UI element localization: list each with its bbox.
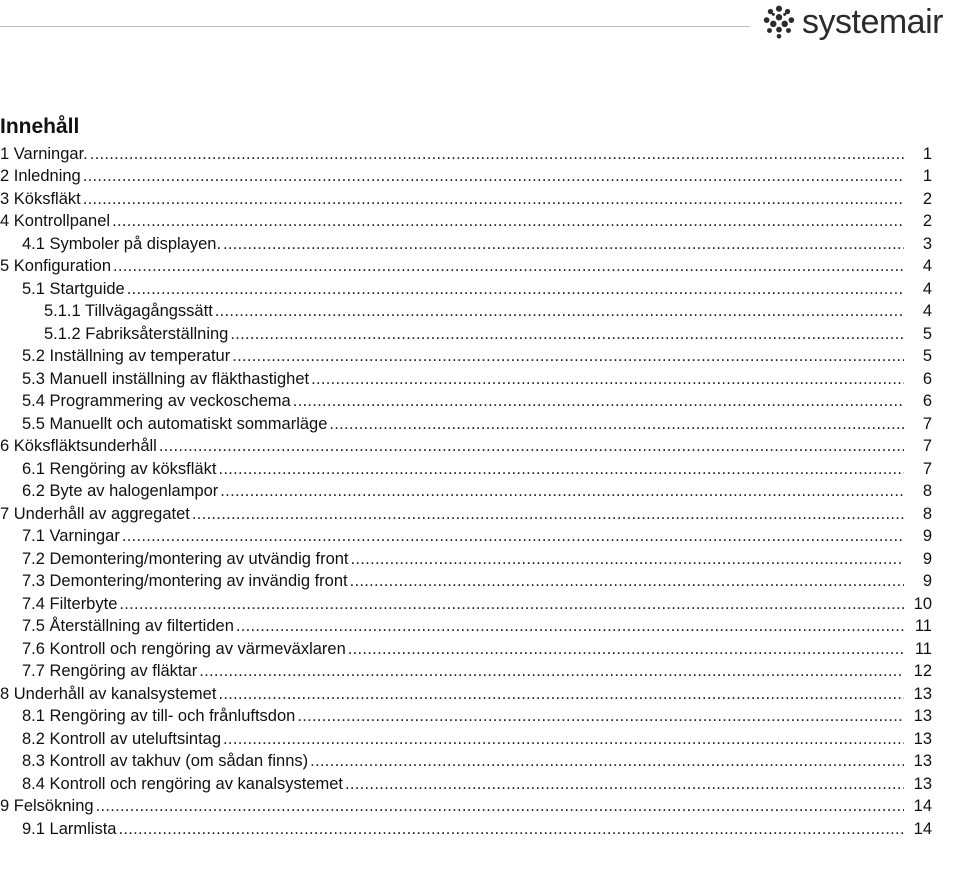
toc-entry-page-number: 5 bbox=[922, 347, 932, 365]
toc-dot-leader bbox=[159, 436, 904, 456]
toc-entry-label: 8.3 Kontroll av takhuv (om sådan finns) bbox=[22, 752, 309, 770]
toc-entry-page-number: 9 bbox=[922, 527, 932, 545]
toc-entry-page-number: 2 bbox=[922, 212, 932, 230]
toc-entry-page-number: 7 bbox=[922, 459, 932, 478]
toc-entry-label: 7.2 Demontering/montering av utvändig front bbox=[22, 549, 349, 568]
toc-dot-leader bbox=[83, 166, 904, 186]
toc-entry-page-number: 12 bbox=[913, 662, 932, 680]
toc-dot-leader bbox=[218, 684, 904, 704]
toc-entry-page-number: 14 bbox=[913, 819, 932, 838]
toc-entry[interactable] bbox=[0, 164, 932, 187]
toc-entry-label: 7.4 Filterbyte bbox=[22, 594, 118, 613]
toc-entry-page-number: 2 bbox=[922, 189, 932, 208]
toc-dot-leader bbox=[113, 256, 904, 276]
toc-dot-leader bbox=[112, 211, 904, 231]
toc-title: Innehåll bbox=[0, 115, 80, 138]
toc-dot-leader bbox=[192, 504, 904, 524]
toc-dot-leader bbox=[311, 369, 904, 389]
toc-entry[interactable] bbox=[0, 366, 932, 389]
toc-entry-page-number: 8 bbox=[922, 504, 932, 523]
toc-entry-label: 5.1.1 Tillvägagångssätt bbox=[44, 302, 213, 320]
toc-entry-label: 5.2 Inställning av temperatur bbox=[22, 347, 231, 365]
toc-entry-page-number: 4 bbox=[922, 279, 932, 298]
toc-dot-leader bbox=[127, 279, 904, 299]
toc-entry-page-number: 6 bbox=[922, 392, 932, 410]
toc-entry[interactable] bbox=[0, 681, 932, 704]
toc-entry-label: 3 Köksfläkt bbox=[0, 189, 81, 208]
toc-entry-label: 4 Kontrollpanel bbox=[0, 212, 111, 230]
toc-entry[interactable] bbox=[0, 141, 932, 164]
toc-entry[interactable] bbox=[0, 569, 932, 592]
toc-entry-page-number: 10 bbox=[913, 594, 932, 613]
toc-dot-leader bbox=[348, 639, 904, 659]
toc-dot-leader bbox=[220, 481, 904, 501]
toc-entry[interactable] bbox=[0, 614, 932, 637]
toc-entry[interactable] bbox=[0, 816, 932, 839]
toc-dot-leader bbox=[350, 571, 904, 591]
toc-dot-leader bbox=[83, 189, 904, 209]
toc-entry-page-number: 7 bbox=[922, 414, 932, 433]
toc-entry[interactable] bbox=[0, 389, 932, 412]
toc-entry[interactable] bbox=[0, 794, 932, 817]
toc-entry-page-number: 4 bbox=[922, 257, 932, 275]
toc-entry-label: 7.5 Återställning av filtertiden bbox=[22, 617, 234, 635]
toc-entry[interactable] bbox=[0, 411, 932, 434]
toc-entry-page-number: 13 bbox=[913, 707, 932, 725]
toc-entry-label: 7.6 Kontroll och rengöring av värmeväxlaren bbox=[22, 639, 346, 658]
toc-entry-page-number: 5 bbox=[922, 324, 932, 343]
toc-entry-page-number: 1 bbox=[922, 144, 932, 163]
toc-entry[interactable] bbox=[0, 186, 932, 209]
toc-entry[interactable] bbox=[0, 231, 932, 254]
toc-entry[interactable] bbox=[0, 321, 932, 344]
toc-dot-leader bbox=[236, 616, 904, 636]
toc-entry[interactable] bbox=[0, 209, 932, 232]
toc-entry-label: 6.1 Rengöring av köksfläkt bbox=[22, 459, 217, 478]
systemair-dot-logo-icon bbox=[760, 3, 798, 41]
toc-entry-page-number: 13 bbox=[913, 729, 932, 748]
toc-entry-label: 6 Köksfläktsunderhåll bbox=[0, 437, 157, 455]
toc-entry[interactable] bbox=[0, 254, 932, 277]
toc-dot-leader bbox=[199, 661, 904, 681]
toc-entry-label: 9.1 Larmlista bbox=[22, 819, 117, 838]
toc-dot-leader bbox=[218, 459, 904, 479]
toc-entry-label: 1 Varningar. bbox=[0, 144, 88, 163]
toc-dot-leader bbox=[119, 594, 904, 614]
toc-entry-label: 4.1 Symboler på displayen. bbox=[22, 234, 222, 253]
toc-entry-page-number: 9 bbox=[922, 549, 932, 568]
toc-dot-leader bbox=[297, 706, 904, 726]
toc-dot-leader bbox=[345, 774, 904, 794]
toc-entry-page-number: 6 bbox=[922, 369, 932, 388]
toc-entry-page-number: 13 bbox=[913, 752, 932, 770]
toc-entry-page-number: 3 bbox=[922, 234, 932, 253]
toc-dot-leader bbox=[351, 549, 904, 569]
toc-entry-page-number: 14 bbox=[913, 797, 932, 815]
toc-dot-leader bbox=[215, 301, 904, 321]
toc-entry-page-number: 9 bbox=[922, 572, 932, 590]
toc-entry-label: 8.1 Rengöring av till- och frånluftsdon bbox=[22, 707, 296, 725]
toc-entry[interactable] bbox=[0, 524, 932, 547]
toc-entry[interactable] bbox=[0, 434, 932, 457]
toc-entry-label: 8 Underhåll av kanalsystemet bbox=[0, 684, 217, 703]
toc-entry-label: 9 Felsökning bbox=[0, 797, 94, 815]
toc-dot-leader bbox=[96, 796, 904, 816]
toc-entry-page-number: 7 bbox=[922, 437, 932, 455]
toc-dot-leader bbox=[223, 729, 904, 749]
toc-entry-label: 8.2 Kontroll av uteluftsintag bbox=[22, 729, 222, 748]
toc-entry[interactable] bbox=[0, 546, 932, 569]
toc-entry-page-number: 8 bbox=[922, 482, 932, 500]
toc-entry-label: 6.2 Byte av halogenlampor bbox=[22, 482, 219, 500]
toc-dot-leader bbox=[310, 751, 904, 771]
toc-entry-label: 7.1 Varningar bbox=[22, 527, 120, 545]
toc-entry-label: 7 Underhåll av aggregatet bbox=[0, 504, 190, 523]
toc-entry-label: 5 Konfiguration bbox=[0, 257, 111, 275]
toc-entry[interactable] bbox=[0, 636, 932, 659]
toc-entry-page-number: 13 bbox=[913, 774, 932, 793]
brand-logo bbox=[760, 0, 943, 44]
brand-name: systemair bbox=[802, 3, 943, 41]
toc-entry-page-number: 1 bbox=[922, 167, 932, 185]
toc-entry-label: 7.3 Demontering/montering av invändig front bbox=[22, 572, 348, 590]
toc-entry[interactable] bbox=[0, 456, 932, 479]
toc-entry[interactable] bbox=[0, 659, 932, 682]
toc-entry-label: 5.5 Manuellt och automatiskt sommarläge bbox=[22, 414, 328, 433]
toc-entry[interactable] bbox=[0, 479, 932, 502]
toc-entry[interactable] bbox=[0, 704, 932, 727]
toc-entry[interactable] bbox=[0, 771, 932, 794]
toc-entry-page-number: 11 bbox=[914, 617, 932, 635]
toc-entry-label: 8.4 Kontroll och rengöring av kanalsystemet bbox=[22, 774, 344, 793]
toc-entry[interactable] bbox=[0, 501, 932, 524]
toc-entry-page-number: 11 bbox=[914, 639, 932, 658]
toc-dot-leader bbox=[232, 346, 904, 366]
toc-dot-leader bbox=[118, 819, 904, 839]
toc-dot-leader bbox=[90, 144, 904, 164]
toc-entry-label: 2 Inledning bbox=[0, 167, 81, 185]
toc-entry[interactable] bbox=[0, 726, 932, 749]
toc-entry-label: 5.3 Manuell inställning av fläkthastighet bbox=[22, 369, 310, 388]
toc-dot-leader bbox=[230, 324, 904, 344]
header-divider bbox=[0, 26, 750, 27]
toc-entry-label: 5.1 Startguide bbox=[22, 279, 125, 298]
toc-entry[interactable] bbox=[0, 749, 932, 772]
toc-entry[interactable] bbox=[0, 344, 932, 367]
toc-entry-page-number: 13 bbox=[913, 684, 932, 703]
toc-dot-leader bbox=[329, 414, 904, 434]
toc-dot-leader bbox=[122, 526, 904, 546]
toc-dot-leader bbox=[293, 391, 904, 411]
toc-entry[interactable] bbox=[0, 276, 932, 299]
table-of-contents bbox=[0, 141, 932, 839]
toc-entry[interactable] bbox=[0, 591, 932, 614]
toc-entry[interactable] bbox=[0, 299, 932, 322]
toc-entry-label: 5.4 Programmering av veckoschema bbox=[22, 392, 291, 410]
toc-dot-leader bbox=[223, 234, 904, 254]
toc-entry-label: 5.1.2 Fabriksåterställning bbox=[44, 324, 229, 343]
toc-entry-page-number: 4 bbox=[922, 302, 932, 320]
toc-entry-label: 7.7 Rengöring av fläktar bbox=[22, 662, 198, 680]
